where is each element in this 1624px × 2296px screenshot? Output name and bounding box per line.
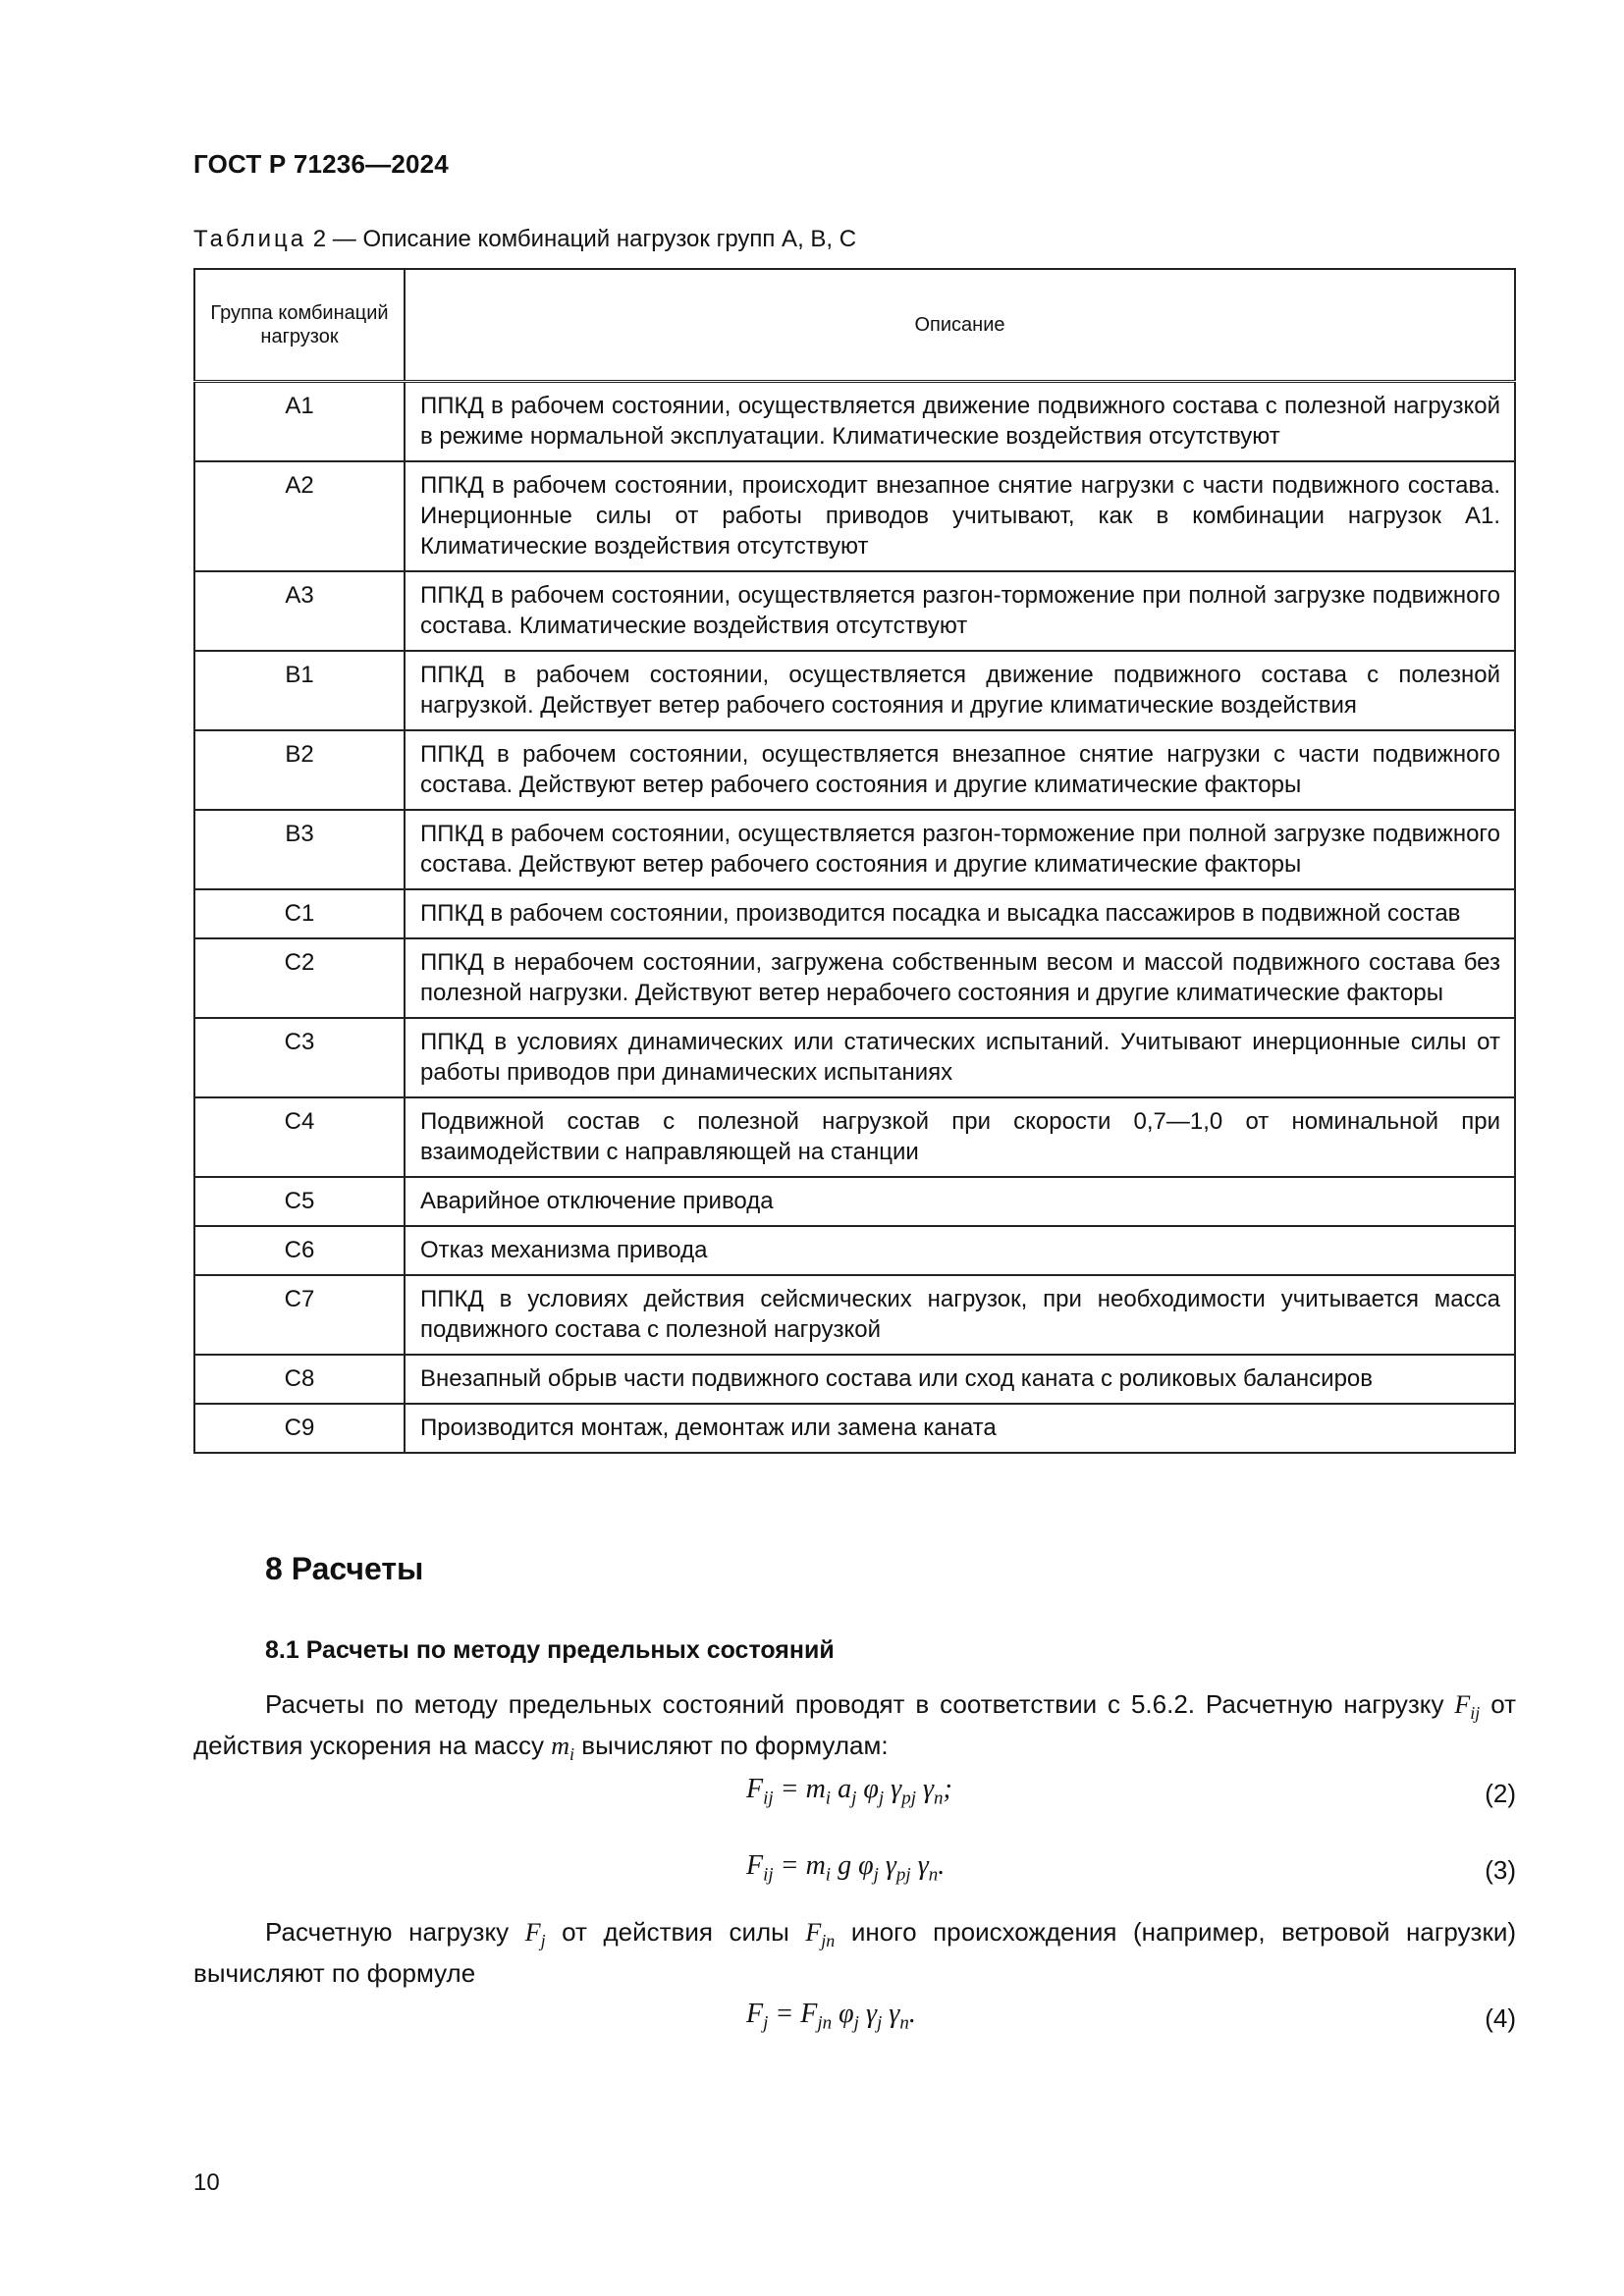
description-cell: ППКД в рабочем состоянии, осуществляется движение подвижного состава с полезной нагрузкой в режиме нормальной эксплуатации. Климатические воздействия отсутствуют <box>405 382 1515 462</box>
table-row <box>194 810 1515 889</box>
header-group: Группа комбинаций нагрузок <box>194 269 405 382</box>
para2-part-b: от действия силы <box>545 1917 806 1947</box>
formula-3: $F_{ij} = m_i$ g $\varphi_j$ $\gamma_{pj}$ $\gamma_n$. <box>746 1850 946 1886</box>
description-cell: Внезапный обрыв части подвижного состава или сход каната с роликовых балансиров <box>405 1355 1515 1404</box>
table-row <box>194 1097 1515 1177</box>
description-cell: ППКД в рабочем состоянии, осуществляется движение подвижного состава с полезной нагрузкой. Действует ветер рабочего состояния и другие климатические воздействия <box>405 651 1515 730</box>
symbol-m-i: $m_i$ <box>551 1732 575 1765</box>
description-cell: ППКД в условиях динамических или статических испытаний. Учитывают инерционные силы от работы приводов при динамических испытаниях <box>405 1018 1515 1097</box>
description-cell: Аварийное отключение привода <box>405 1177 1515 1226</box>
table-body <box>194 382 1515 1454</box>
formula-4: $F_j = F_{jn}$ $\varphi_j$ $\gamma_j$ $\gamma_n$. <box>746 1999 916 2034</box>
table-row <box>194 730 1515 810</box>
table-caption-label: Таблица <box>193 226 307 252</box>
group-cell: C9 <box>194 1404 405 1453</box>
description-cell: ППКД в рабочем состоянии, осуществляется разгон-торможение при полной загрузке подвижного состава. Климатические воздействия отсутствуют <box>405 571 1515 651</box>
paragraph-limit-states <box>193 1688 1516 1771</box>
table-row <box>194 1404 1515 1453</box>
table-row <box>194 1275 1515 1355</box>
section-heading: 8 Расчеты <box>265 1551 424 1586</box>
load-combinations-table <box>193 268 1516 1454</box>
description-cell: ППКД в рабочем состоянии, производится посадка и высадка пассажиров в подвижной состав <box>405 889 1515 938</box>
group-cell: B2 <box>194 730 405 810</box>
group-cell: A2 <box>194 461 405 571</box>
document-id: ГОСТ Р 71236—2024 <box>193 149 449 179</box>
description-cell: Производится монтаж, демонтаж или замена каната <box>405 1404 1515 1453</box>
para1-part-c: вычисляют по формулам: <box>574 1731 889 1761</box>
para2-part-c: иного происхождения (например, ветровой нагрузки) вычисляют по формуле <box>193 1917 1517 1989</box>
table-header-row <box>194 269 1515 382</box>
table-row <box>194 1018 1515 1097</box>
table-row <box>194 382 1515 462</box>
description-cell: Отказ механизма привода <box>405 1226 1515 1275</box>
page-number: 10 <box>193 2169 220 2196</box>
symbol-F-ij: $F_{ij}$ <box>1454 1690 1481 1724</box>
group-cell: C5 <box>194 1177 405 1226</box>
formula-number-3: (3) <box>1485 1855 1516 1885</box>
para1-part-a: Расчеты по методу предельных состояний проводят в соответствии с 5.6.2. Расчетную нагрузку <box>265 1689 1455 1719</box>
table-row <box>194 938 1515 1018</box>
table-row <box>194 1226 1515 1275</box>
description-cell: Подвижной состав с полезной нагрузкой при скорости 0,7—1,0 от номинальной при взаимодействии с направляющей на станции <box>405 1097 1515 1177</box>
group-cell: C6 <box>194 1226 405 1275</box>
table-row <box>194 1355 1515 1404</box>
table-row <box>194 571 1515 651</box>
description-cell: ППКД в условиях действия сейсмических нагрузок, при необходимости учитывается масса подвижного состава с полезной нагрузкой <box>405 1275 1515 1355</box>
table-row <box>194 889 1515 938</box>
symbol-F-j: $F_j$ <box>524 1918 546 1951</box>
table-caption-text: 2 — Описание комбинаций нагрузок групп A, B, C <box>306 226 857 252</box>
para1-part-b: от действия ускорения на массу <box>193 1689 1516 1761</box>
table-row <box>194 651 1515 730</box>
group-cell: C8 <box>194 1355 405 1404</box>
description-cell: ППКД в рабочем состоянии, осуществляется разгон-торможение при полной загрузке подвижного состава. Действуют ветер рабочего состояния и другие климатические факторы <box>405 810 1515 889</box>
formula-number-4: (4) <box>1485 2003 1516 2033</box>
symbol-F-jn: $F_{jn}$ <box>805 1918 836 1951</box>
para2-part-a: Расчетную нагрузку <box>265 1917 525 1947</box>
table-caption <box>193 226 856 253</box>
group-cell: C3 <box>194 1018 405 1097</box>
formula-number-2: (2) <box>1485 1779 1516 1808</box>
group-cell: C7 <box>194 1275 405 1355</box>
description-cell: ППКД в рабочем состоянии, осуществляется внезапное снятие нагрузки с части подвижного состава. Действуют ветер рабочего состояния и другие климатические факторы <box>405 730 1515 810</box>
group-cell: C4 <box>194 1097 405 1177</box>
group-cell: C2 <box>194 938 405 1018</box>
group-cell: B1 <box>194 651 405 730</box>
description-cell: ППКД в рабочем состоянии, происходит внезапное снятие нагрузки с части подвижного состава. Инерционные силы от работы приводов учитывают, как в комбинации нагрузок A1. Климатические воздействия отсутствуют <box>405 461 1515 571</box>
description-cell: ППКД в нерабочем состоянии, загружена собственным весом и массой подвижного состава без полезной нагрузки. Действуют ветер нерабочего состояния и другие климатические факторы <box>405 938 1515 1018</box>
header-description: Описание <box>405 269 1515 382</box>
group-cell: A3 <box>194 571 405 651</box>
group-cell: B3 <box>194 810 405 889</box>
subsection-heading: 8.1 Расчеты по методу предельных состояний <box>265 1636 835 1664</box>
group-cell: A1 <box>194 382 405 462</box>
table-row <box>194 1177 1515 1226</box>
group-cell: C1 <box>194 889 405 938</box>
table-row <box>194 461 1515 571</box>
paragraph-other-loads <box>193 1916 1516 1990</box>
formula-2: $F_{ij} = m_i$ $a_j$ $\varphi_j$ $\gamma_{pj}$ $\gamma_n$; <box>746 1774 952 1809</box>
